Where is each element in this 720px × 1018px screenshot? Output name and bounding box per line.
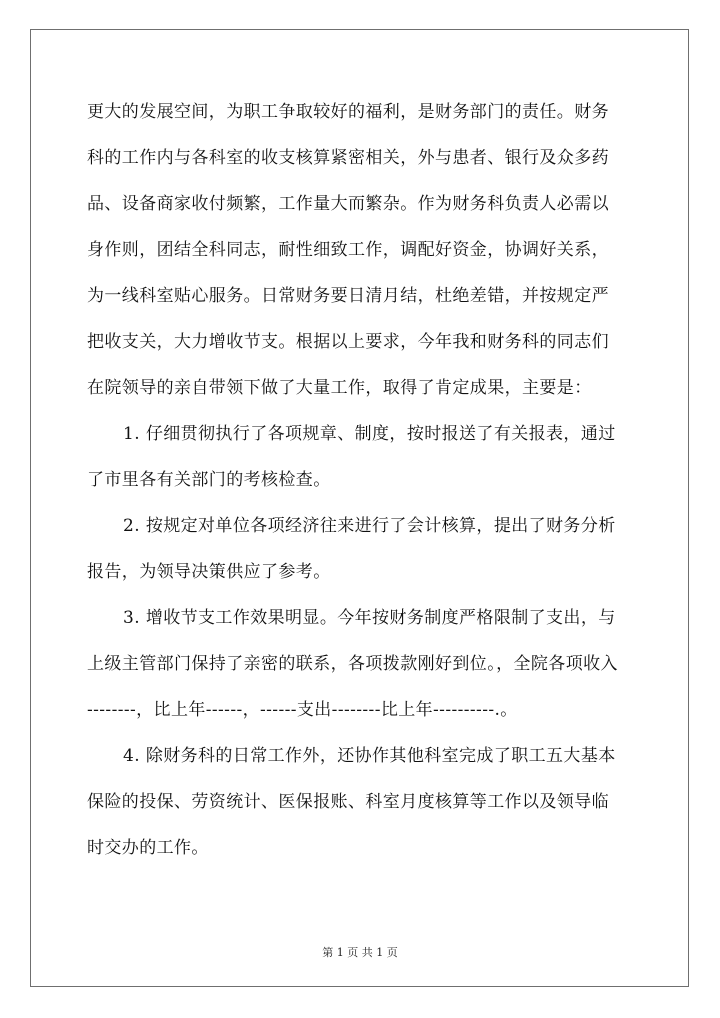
list-item-2-line: 2. 按规定对单位各项经济往来进行了会计核算，提出了财务分析 bbox=[123, 516, 616, 536]
text-line: 上级主管部门保持了亲密的联系，各项拨款刚好到位。，全院各项收入 bbox=[87, 654, 618, 674]
text-line: 身作则，团结全科同志，耐性细致工作，调配好资金，协调好关系， bbox=[87, 240, 609, 260]
document-body bbox=[87, 94, 635, 876]
text-line: 了市里各有关部门的考核检查。 bbox=[87, 470, 331, 490]
text-line: 为一线科室贴心服务。日常财务要日清月结，杜绝差错，并按规定严 bbox=[87, 286, 609, 306]
text-line: 科的工作内与各科室的收支核算紧密相关，外与患者、银行及众多药 bbox=[87, 148, 609, 168]
text-line: 报告，为领导决策供应了参考。 bbox=[87, 562, 331, 582]
list-item-4-line: 4. 除财务科的日常工作外，还协作其他科室完成了职工五大基本 bbox=[123, 746, 616, 766]
page-number-footer: 第 1 页 共 1 页 bbox=[322, 946, 398, 959]
text-line: 在院领导的亲自带领下做了大量工作，取得了肯定成果，主要是： bbox=[87, 378, 592, 398]
text-line: 更大的发展空间，为职工争取较好的福利，是财务部门的责任。财务 bbox=[87, 102, 609, 122]
list-item-1-line: 1. 仔细贯彻执行了各项规章、制度，按时报送了有关报表，通过 bbox=[123, 424, 616, 444]
text-line: 时交办的工作。 bbox=[87, 838, 209, 858]
list-item-3-line: 3. 增收节支工作效果明显。今年按财务制度严格限制了支出，与 bbox=[123, 608, 616, 628]
text-line: --------，比上年------，------支出--------比上年----------.。 bbox=[87, 700, 518, 720]
text-line: 保险的投保、劳资统计、医保报账、科室月度核算等工作以及领导临 bbox=[87, 792, 609, 812]
text-line: 品、设备商家收付频繁，工作量大而繁杂。作为财务科负责人必需以 bbox=[87, 194, 609, 214]
text-line: 把收支关，大力增收节支。根据以上要求，今年我和财务科的同志们 bbox=[87, 332, 609, 352]
